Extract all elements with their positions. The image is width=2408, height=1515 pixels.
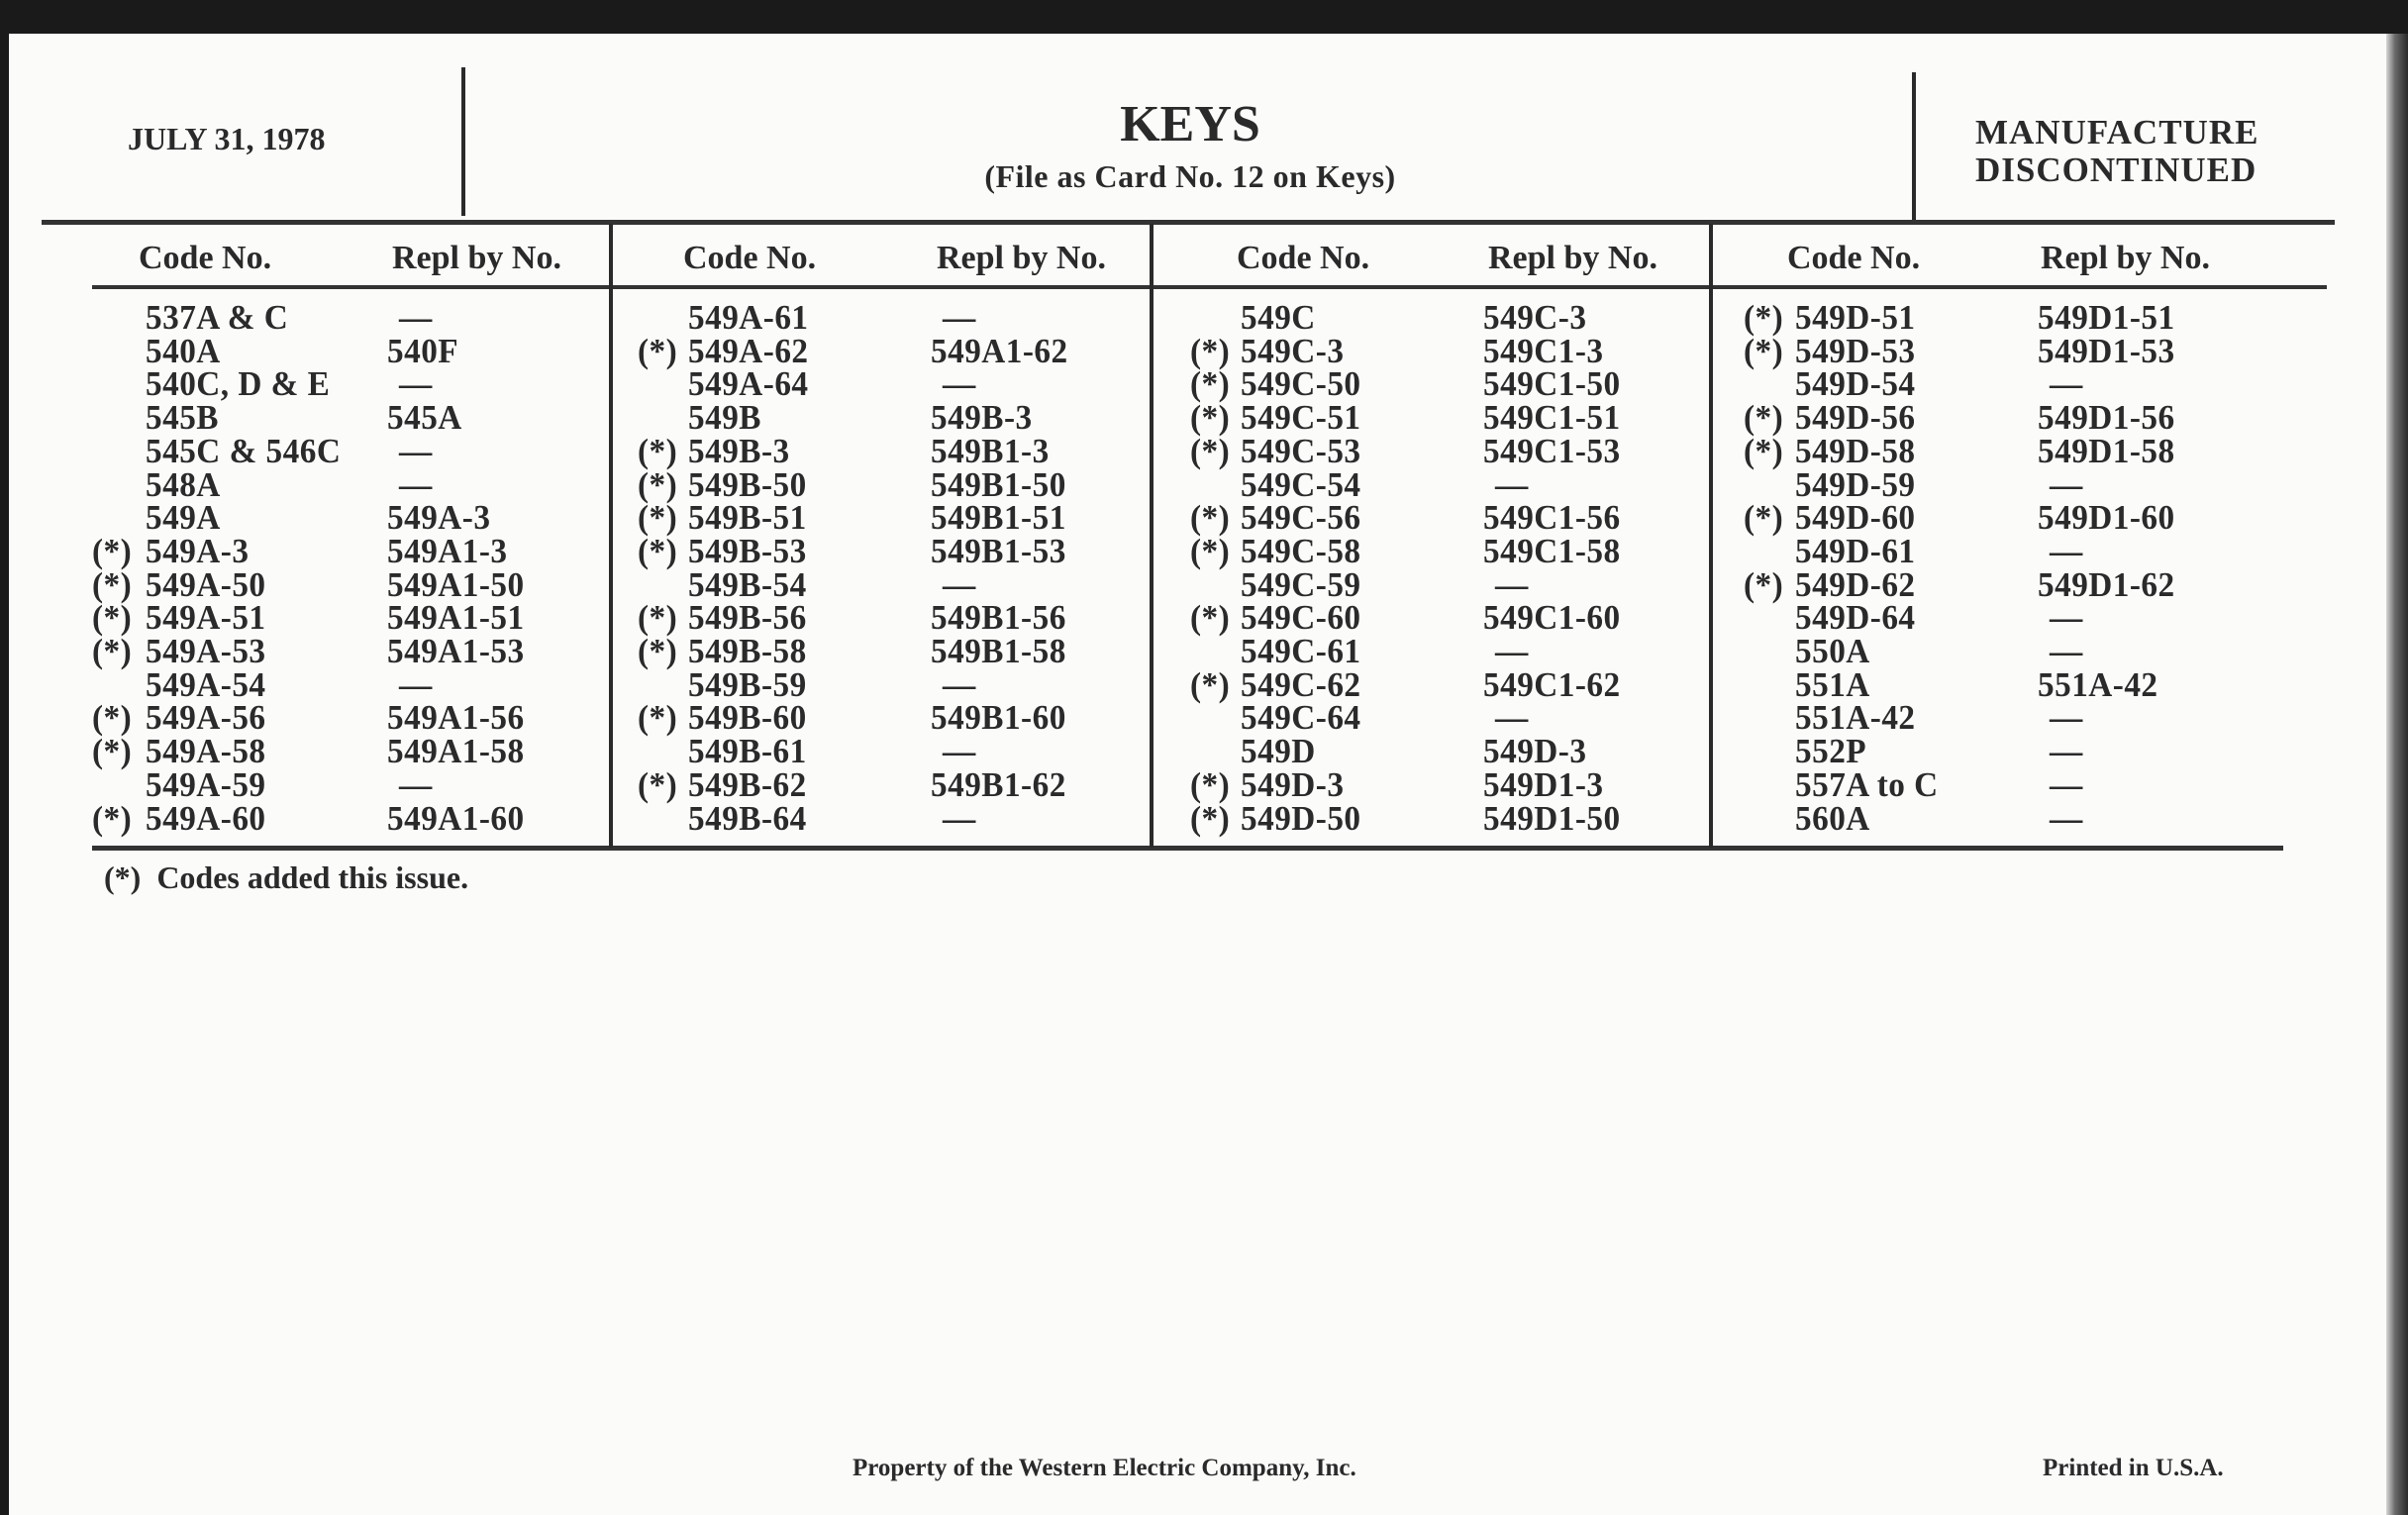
code-number: 549B-60 [688, 698, 807, 738]
header-rule [42, 220, 2335, 225]
added-marker: (*) [92, 598, 133, 638]
added-marker: (*) [638, 331, 678, 370]
table-bottom-rule [92, 846, 2283, 851]
card-subtitle: (File as Card No. 12 on Keys) [984, 158, 1396, 194]
replacement-number: 549C-3 [1483, 298, 1587, 337]
code-number: 549A-61 [688, 298, 809, 337]
replacement-number: 549D1-3 [1483, 764, 1604, 804]
column-header-repl: Repl by No. [2041, 240, 2210, 276]
code-number: 549A-50 [146, 564, 266, 604]
code-number: 549D-3 [1241, 764, 1345, 804]
replacement-number: 549B1-50 [931, 464, 1066, 504]
code-number: 549B-58 [688, 632, 807, 670]
code-number: 557A to C [1795, 764, 1939, 804]
replacement-number: 549B1-3 [931, 431, 1050, 470]
code-number: 560A [1795, 798, 1870, 838]
replacement-number: 549C1-56 [1483, 498, 1621, 538]
added-marker: (*) [1190, 798, 1231, 838]
issue-date: JULY 31, 1978 [128, 121, 326, 156]
replacement-number: 549A1-3 [387, 531, 508, 570]
added-marker: (*) [638, 632, 678, 670]
code-number: 549B-51 [688, 498, 807, 538]
replacement-number: — [399, 664, 433, 704]
code-number: 549D-58 [1795, 431, 1916, 470]
code-number: 549A-59 [146, 764, 266, 804]
replacement-number: — [2050, 632, 2083, 670]
added-marker: (*) [638, 598, 678, 638]
code-number: 549C-58 [1241, 531, 1361, 570]
replacement-number: 549A-3 [387, 498, 491, 538]
column-header-repl: Repl by No. [1488, 240, 1657, 276]
code-number: 549D-53 [1795, 331, 1916, 370]
code-number: 549B-64 [688, 798, 807, 838]
code-number: 549D-50 [1241, 798, 1361, 838]
replacement-number: — [2050, 364, 2083, 404]
code-number: 549D-61 [1795, 531, 1916, 570]
added-marker: (*) [1744, 431, 1784, 470]
code-number: 549B-61 [688, 732, 807, 771]
added-marker: (*) [92, 798, 133, 838]
replacement-number: 549A1-56 [387, 698, 525, 738]
code-number: 549B-50 [688, 464, 807, 504]
replacement-number: 549A1-62 [931, 331, 1068, 370]
code-number: 549C-56 [1241, 498, 1361, 538]
column-divider-1 [609, 224, 613, 848]
added-marker: (*) [92, 531, 133, 570]
replacement-number: — [399, 764, 433, 804]
footer-printed: Printed in U.S.A. [2043, 1455, 2224, 1481]
code-number: 552P [1795, 732, 1867, 771]
code-number: 548A [146, 464, 221, 504]
code-number: 537A & C [146, 298, 289, 337]
replacement-number: 549C1-53 [1483, 431, 1621, 470]
code-number: 549A-58 [146, 732, 266, 771]
code-number: 545C & 546C [146, 431, 342, 470]
added-marker: (*) [1744, 498, 1784, 538]
code-number: 549C-61 [1241, 632, 1361, 670]
code-number: 549C-60 [1241, 598, 1361, 638]
replacement-number: — [1495, 632, 1529, 670]
replacement-number: 549D1-56 [2038, 398, 2175, 438]
added-marker: (*) [638, 498, 678, 538]
added-marker: (*) [1190, 531, 1231, 570]
status-line-2: DISCONTINUED [1975, 151, 2258, 189]
column-header-repl: Repl by No. [937, 240, 1106, 276]
replacement-number: — [943, 664, 976, 704]
added-marker: (*) [1744, 298, 1784, 337]
footer-property: Property of the Western Electric Company, Inc. [853, 1455, 1356, 1481]
replacement-number: 549C1-51 [1483, 398, 1621, 438]
added-marker: (*) [92, 632, 133, 670]
code-number: 540C, D & E [146, 364, 331, 404]
code-number: 549D-64 [1795, 598, 1916, 638]
replacement-number: — [399, 464, 433, 504]
code-number: 549A-53 [146, 632, 266, 670]
code-number: 549B [688, 398, 761, 438]
replacement-number: 549D-3 [1483, 732, 1587, 771]
added-marker: (*) [638, 464, 678, 504]
column-header-code: Code No. [1787, 240, 1921, 276]
added-marker: (*) [92, 698, 133, 738]
replacement-number: 549B1-51 [931, 498, 1066, 538]
replacement-number: — [943, 732, 976, 771]
added-marker: (*) [1190, 331, 1231, 370]
code-number: 549D-56 [1795, 398, 1916, 438]
code-number: 549A-60 [146, 798, 266, 838]
replacement-number: 549B1-56 [931, 598, 1066, 638]
code-number: 549A [146, 498, 221, 538]
replacement-number: 549B1-60 [931, 698, 1066, 738]
code-number: 549A-51 [146, 598, 266, 638]
replacement-number: 549A1-50 [387, 564, 525, 604]
replacement-number: — [2050, 732, 2083, 771]
replacement-number: 549A1-60 [387, 798, 525, 838]
replacement-number: 549D1-58 [2038, 431, 2175, 470]
code-number: 549D-60 [1795, 498, 1916, 538]
replacement-number: — [399, 364, 433, 404]
replacement-number: 549D1-51 [2038, 298, 2175, 337]
added-marker: (*) [92, 564, 133, 604]
added-marker: (*) [1744, 564, 1784, 604]
code-number: 549D-59 [1795, 464, 1916, 504]
added-marker: (*) [1190, 364, 1231, 404]
code-number: 549D-51 [1795, 298, 1916, 337]
replacement-number: — [2050, 698, 2083, 738]
replacement-number: — [2050, 798, 2083, 838]
code-number: 551A-42 [1795, 698, 1916, 738]
code-number: 549B-54 [688, 564, 807, 604]
added-marker: (*) [1190, 498, 1231, 538]
replacement-number: — [943, 298, 976, 337]
card-edge-shadow [2386, 34, 2408, 1515]
added-marker: (*) [1190, 431, 1231, 470]
header-divider-right [1912, 72, 1916, 221]
code-number: 540A [146, 331, 221, 370]
column-header-code: Code No. [139, 240, 272, 276]
added-marker: (*) [92, 732, 133, 771]
code-number: 549D-62 [1795, 564, 1916, 604]
header-divider-left [461, 67, 465, 216]
code-number: 549D-54 [1795, 364, 1916, 404]
replacement-number: — [1495, 564, 1529, 604]
replacement-number: 549D1-60 [2038, 498, 2175, 538]
replacement-number: 549C1-62 [1483, 664, 1621, 704]
added-marker: (*) [638, 431, 678, 470]
column-divider-2 [1150, 224, 1154, 848]
replacement-number: — [399, 431, 433, 470]
replacement-number: 549B1-53 [931, 531, 1066, 570]
replacement-number: 549C1-58 [1483, 531, 1621, 570]
replacement-number: 549C1-3 [1483, 331, 1604, 370]
code-number: 549C-50 [1241, 364, 1361, 404]
code-number: 549C-53 [1241, 431, 1361, 470]
replacement-number: — [1495, 698, 1529, 738]
code-number: 549C [1241, 298, 1316, 337]
replacement-number: — [943, 364, 976, 404]
replacement-number: — [2050, 531, 2083, 570]
replacement-number: — [2050, 598, 2083, 638]
column-header-rule [92, 285, 2327, 289]
code-number: 549B-3 [688, 431, 790, 470]
replacement-number: — [399, 298, 433, 337]
column-divider-3 [1709, 224, 1713, 848]
added-marker: (*) [1744, 331, 1784, 370]
code-number: 550A [1795, 632, 1870, 670]
code-number: 545B [146, 398, 219, 438]
added-marker: (*) [638, 531, 678, 570]
footnote: (*) Codes added this issue. [104, 859, 469, 895]
replacement-number: — [2050, 464, 2083, 504]
replacement-number: 545A [387, 398, 462, 438]
code-number: 549B-62 [688, 764, 807, 804]
code-number: 549A-54 [146, 664, 266, 704]
replacement-number: 549B-3 [931, 398, 1033, 438]
code-number: 549C-62 [1241, 664, 1361, 704]
code-number: 549C-3 [1241, 331, 1345, 370]
replacement-number: 549D1-53 [2038, 331, 2175, 370]
replacement-number: 549D1-62 [2038, 564, 2175, 604]
replacement-number: — [943, 798, 976, 838]
code-number: 549B-53 [688, 531, 807, 570]
added-marker: (*) [1190, 764, 1231, 804]
column-header-repl: Repl by No. [392, 240, 561, 276]
code-number: 549A-56 [146, 698, 266, 738]
replacement-number: — [2050, 764, 2083, 804]
replacement-number: 540F [387, 331, 459, 370]
replacement-number: — [943, 564, 976, 604]
code-number: 551A [1795, 664, 1870, 704]
column-header-code: Code No. [683, 240, 817, 276]
added-marker: (*) [1190, 398, 1231, 438]
added-marker: (*) [1744, 398, 1784, 438]
replacement-number: 549A1-51 [387, 598, 525, 638]
replacement-number: 549A1-58 [387, 732, 525, 771]
replacement-number: 549C1-50 [1483, 364, 1621, 404]
replacement-number: 549B1-58 [931, 632, 1066, 670]
code-number: 549C-64 [1241, 698, 1361, 738]
code-number: 549A-62 [688, 331, 809, 370]
code-number: 549A-64 [688, 364, 809, 404]
code-number: 549C-59 [1241, 564, 1361, 604]
added-marker: (*) [1190, 598, 1231, 638]
replacement-number: 549A1-53 [387, 632, 525, 670]
code-number: 549C-54 [1241, 464, 1361, 504]
replacement-number: 549C1-60 [1483, 598, 1621, 638]
replacement-number: 549B1-62 [931, 764, 1066, 804]
code-number: 549A-3 [146, 531, 250, 570]
added-marker: (*) [638, 698, 678, 738]
code-number: 549D [1241, 732, 1316, 771]
replacement-number: 551A-42 [2038, 664, 2158, 704]
replacement-number: — [1495, 464, 1529, 504]
added-marker: (*) [1190, 664, 1231, 704]
replacement-number: 549D1-50 [1483, 798, 1621, 838]
code-number: 549B-56 [688, 598, 807, 638]
added-marker: (*) [638, 764, 678, 804]
card-title: KEYS [1120, 96, 1260, 152]
code-number: 549C-51 [1241, 398, 1361, 438]
code-number: 549B-59 [688, 664, 807, 704]
status-line-1: MANUFACTURE [1975, 113, 2259, 152]
column-header-code: Code No. [1237, 240, 1370, 276]
